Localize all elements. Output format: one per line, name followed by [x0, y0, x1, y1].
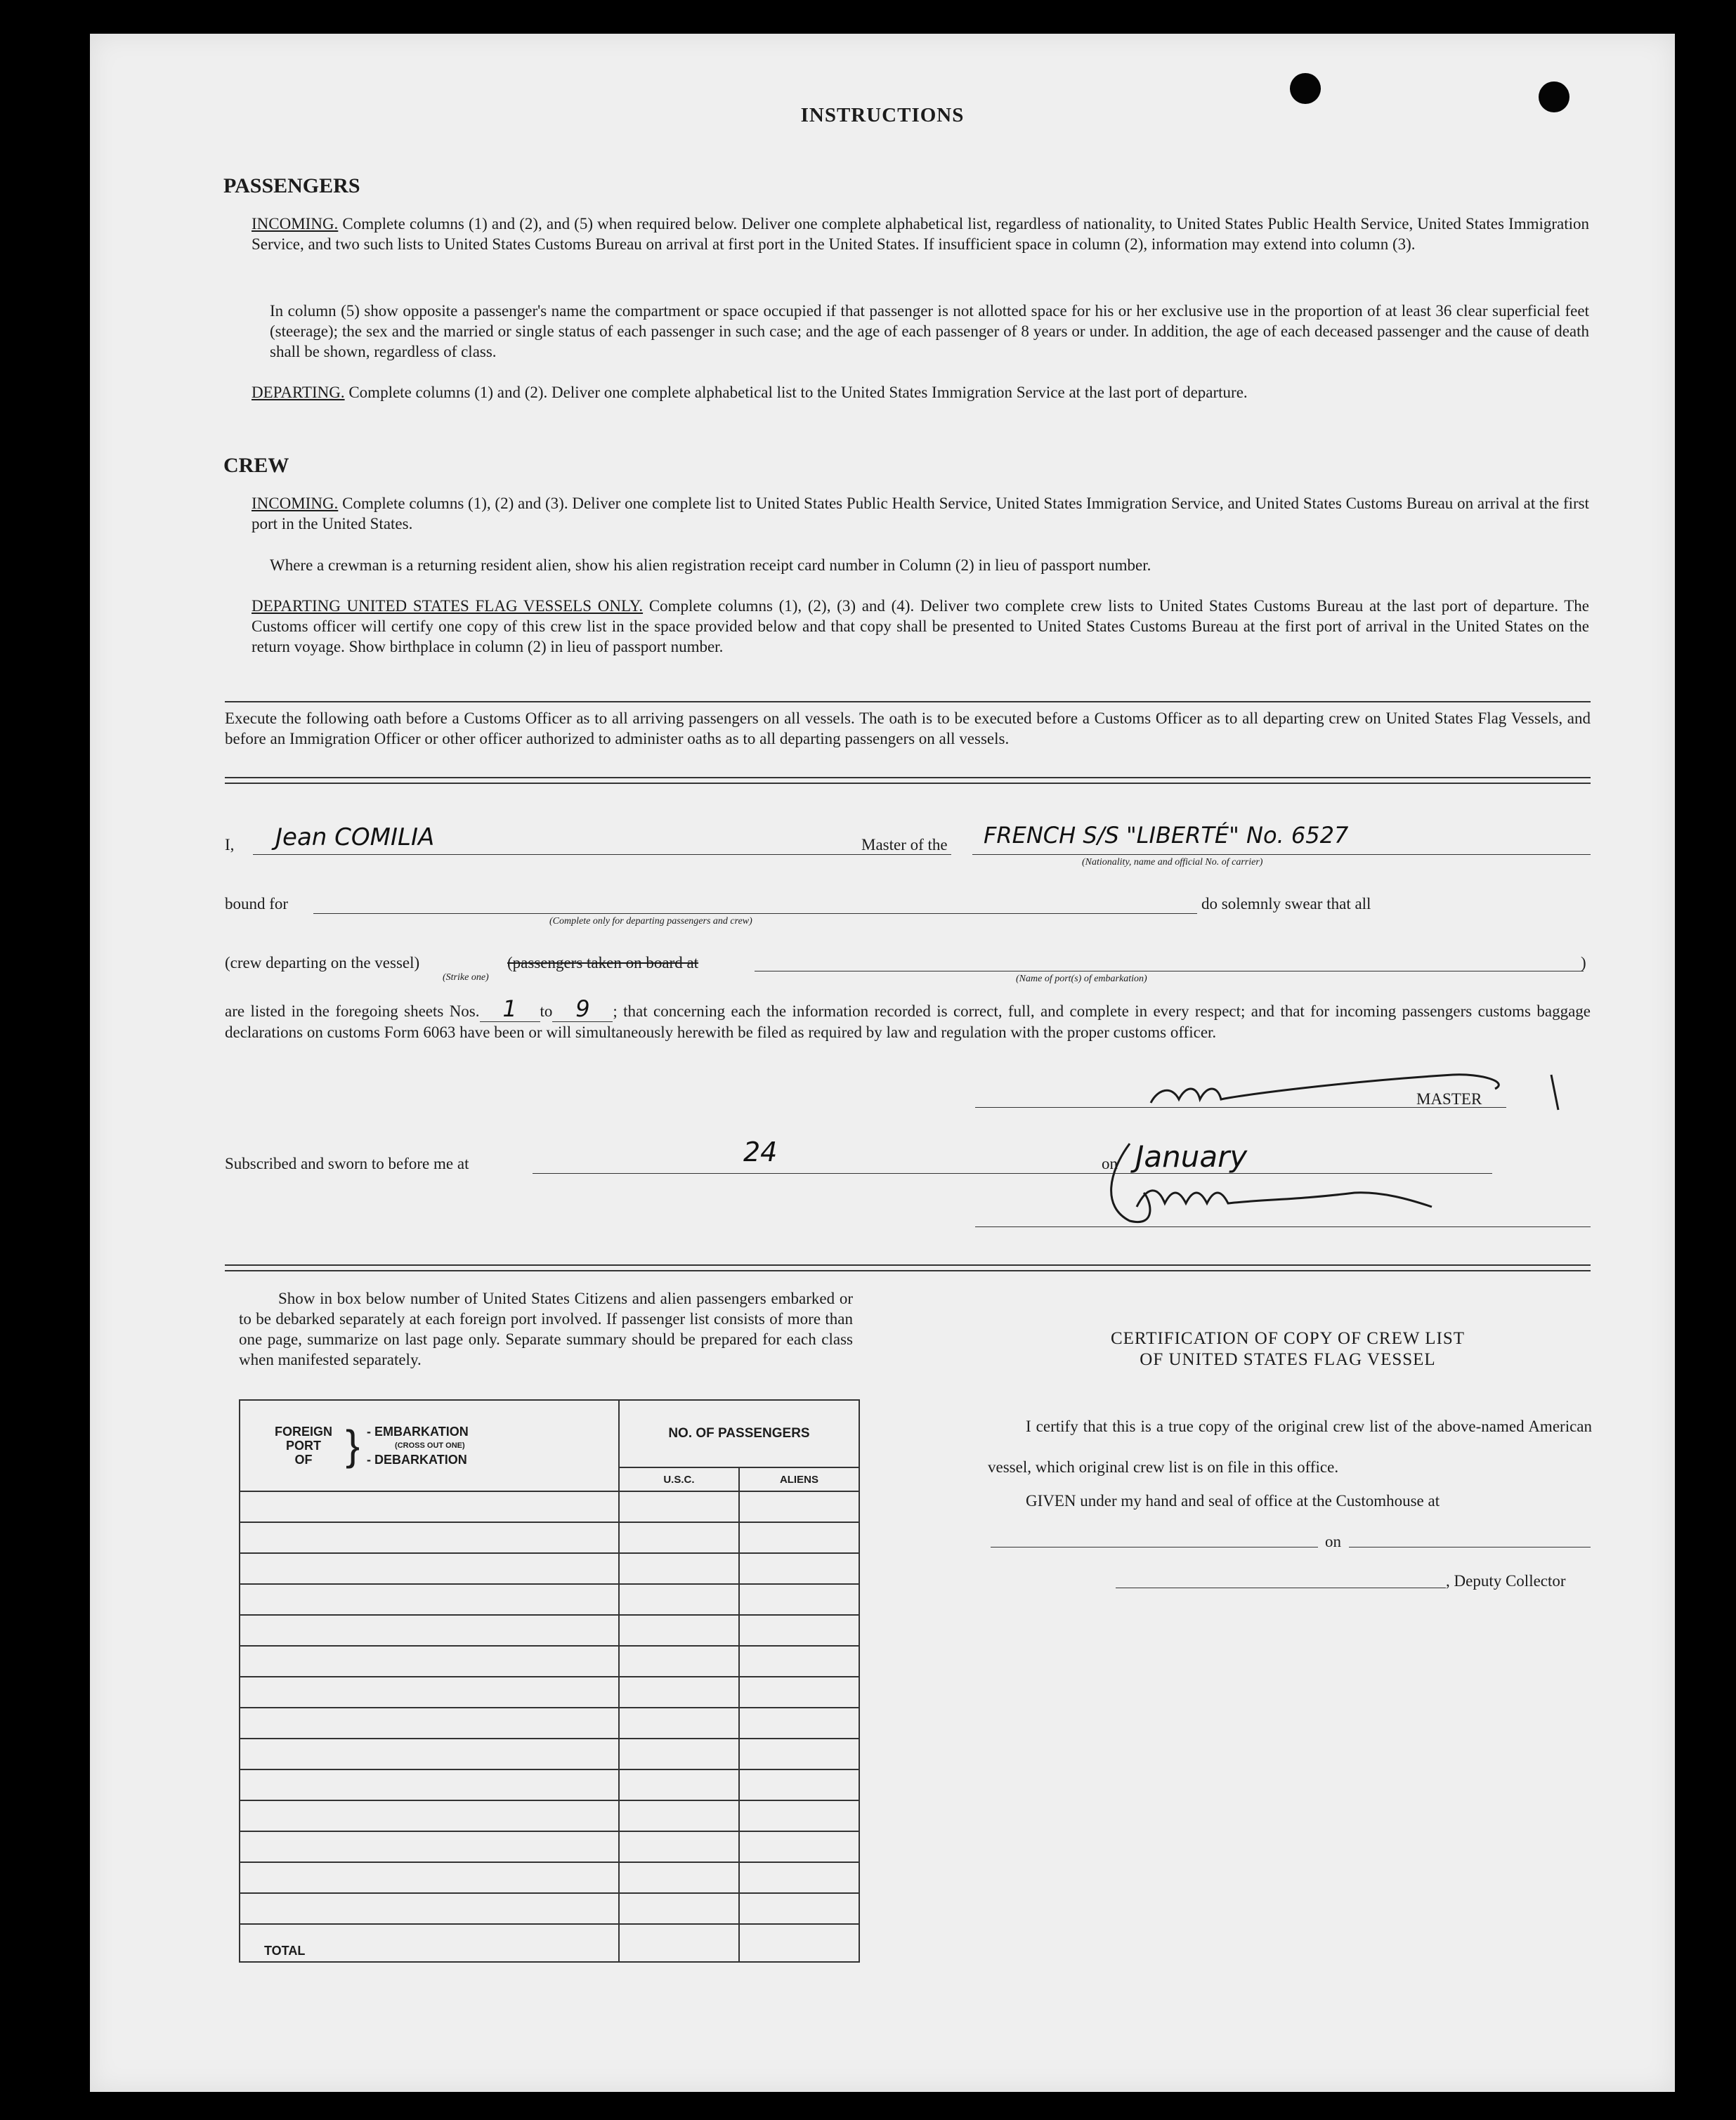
double-rule-bottom	[225, 783, 1591, 784]
port-cell[interactable]	[240, 1831, 619, 1862]
usc-cell[interactable]	[619, 1677, 739, 1708]
aliens-cell[interactable]	[739, 1800, 859, 1831]
total-aliens-cell[interactable]	[739, 1924, 859, 1962]
passengers-column5-paragraph: In column (5) show opposite a passenger's name the compartment or space occupied if that passenger is not allotted space for his or her exclusive use in the proportion of at least 36 clear superficial feet (steerage); the sex and the married or single status of each passenger in such case; and the age of each passenger of 8 years or under. In addition, the age of each deceased passenger and the cause of death shall be shown, regardless of class.	[270, 302, 1589, 360]
port-header-line2: PORT	[285, 1439, 321, 1453]
port-cell[interactable]	[240, 1522, 619, 1553]
concerning-text: ; that concerning each the information recorded is correct, full, and complete in every respect; and that for incoming passengers customs baggage declarations on customs Form 6063 have been or will simultaneously herewith be filed as required by law and regulation with the proper customs officer.	[225, 1002, 1591, 1041]
port-cell[interactable]	[240, 1646, 619, 1677]
divider-rule	[225, 701, 1591, 702]
master-signature	[1130, 1054, 1593, 1117]
aliens-cell[interactable]	[739, 1522, 859, 1553]
aliens-cell[interactable]	[739, 1615, 859, 1646]
double-rule-2-top	[225, 1264, 1591, 1266]
total-row	[240, 1924, 859, 1962]
carrier-line	[972, 854, 1591, 855]
double-rule-top	[225, 777, 1591, 778]
passengers-incoming-text: Complete columns (1) and (2), and (5) when required below. Deliver one complete alphabetical list, regardless of nationality, to United States Public Health Service, United States Immigration Service, and two such lists to United States Customs Bureau on arrival at first port in the United States. If insufficient space in column (2), information may extend into column (3).	[252, 215, 1590, 253]
certification-title-line2: OF UNITED STATES FLAG VESSEL	[1140, 1350, 1436, 1369]
total-label: TOTAL	[264, 1944, 306, 1958]
oath-listed-paragraph	[225, 995, 1591, 1042]
table-row	[240, 1708, 859, 1739]
port-header-line3: OF	[294, 1453, 313, 1467]
certification-on-label: on	[1325, 1533, 1341, 1550]
master-label: MASTER	[1416, 1090, 1482, 1108]
aliens-cell[interactable]	[739, 1584, 859, 1615]
port-column-header	[240, 1400, 619, 1491]
sheet-from-field	[480, 995, 540, 1022]
certification-title-line1: CERTIFICATION OF COPY OF CREW LIST	[1110, 1329, 1466, 1348]
port-cell[interactable]	[240, 1584, 619, 1615]
total-label-cell	[240, 1924, 619, 1962]
usc-cell[interactable]	[619, 1769, 739, 1800]
usc-cell[interactable]	[619, 1862, 739, 1893]
port-cell[interactable]	[240, 1862, 619, 1893]
total-usc-cell[interactable]	[619, 1924, 739, 1962]
strike-caption: (Strike one)	[443, 972, 489, 983]
sheet-to-handwritten: 9	[575, 995, 590, 1022]
passengers-incoming-lead: INCOMING.	[252, 215, 339, 233]
port-header-options	[367, 1425, 469, 1467]
aliens-cell[interactable]	[739, 1491, 859, 1522]
port-cell[interactable]	[240, 1739, 619, 1769]
bound-for-label: bound for	[225, 895, 289, 912]
ports-close-paren: )	[1581, 954, 1586, 971]
usc-cell[interactable]	[619, 1584, 739, 1615]
crew-incoming-lead: INCOMING.	[252, 495, 339, 512]
usc-column-header: U.S.C.	[619, 1467, 739, 1491]
port-header-label	[268, 1425, 339, 1467]
cross-out-note: (CROSS OUT ONE)	[395, 1441, 465, 1450]
crew-departing-label: (crew departing on the vessel)	[225, 954, 420, 971]
sworn-day-handwritten: 24	[743, 1137, 778, 1167]
aliens-cell[interactable]	[739, 1677, 859, 1708]
master-name-handwritten: Jean COMILIA	[275, 823, 435, 851]
port-cell[interactable]	[240, 1893, 619, 1924]
carrier-handwritten: FRENCH S/S "LIBERTÉ" No. 6527	[984, 822, 1349, 849]
crew-departing-paragraph	[252, 596, 1589, 657]
table-row	[240, 1646, 859, 1677]
usc-cell[interactable]	[619, 1646, 739, 1677]
oath-i-label: I,	[225, 836, 235, 853]
swear-label: do solemnly swear that all	[1201, 895, 1371, 912]
debarkation-option: - DEBARKATION	[367, 1453, 467, 1467]
table-row	[240, 1615, 859, 1646]
port-cell[interactable]	[240, 1769, 619, 1800]
aliens-cell[interactable]	[739, 1553, 859, 1584]
aliens-cell[interactable]	[739, 1708, 859, 1739]
ports-caption: (Name of port(s) of embarkation)	[1016, 974, 1147, 984]
embarkation-option: - EMBARKATION	[367, 1425, 469, 1439]
port-cell[interactable]	[240, 1677, 619, 1708]
usc-cell[interactable]	[619, 1893, 739, 1924]
aliens-cell[interactable]	[739, 1862, 859, 1893]
sheet-from-handwritten: 1	[502, 995, 517, 1022]
passengers-departing-lead: DEPARTING.	[252, 384, 345, 401]
master-name-line	[253, 854, 951, 855]
port-cell[interactable]	[240, 1708, 619, 1739]
crew-incoming-paragraph	[252, 493, 1589, 534]
deputy-collector-label: , Deputy Collector	[1446, 1572, 1566, 1590]
table-row	[240, 1584, 859, 1615]
table-row	[240, 1862, 859, 1893]
usc-cell[interactable]	[619, 1739, 739, 1769]
usc-cell[interactable]	[619, 1800, 739, 1831]
crew-resident-paragraph: Where a crewman is a returning resident alien, show his alien registration receipt card number in Column (2) in lieu of passport number.	[270, 556, 1151, 574]
table-row	[240, 1522, 859, 1553]
master-of-label: Master of the	[861, 836, 948, 853]
port-cell[interactable]	[240, 1615, 619, 1646]
aliens-cell[interactable]	[739, 1646, 859, 1677]
table-row	[240, 1893, 859, 1924]
table-header-row	[240, 1400, 859, 1467]
carrier-caption: (Nationality, name and official No. of carrier)	[1082, 857, 1263, 868]
form-page	[90, 34, 1675, 2092]
passengers-departing-paragraph	[252, 382, 1589, 403]
oath-instructions-paragraph: Execute the following oath before a Customs Officer as to all arriving passengers on all vessels. The oath is to be executed before a Customs Officer as to all departing crew on United States Flag Vessels, and before an Immigration Officer or other officer authorized to administer oaths as to all departing passengers on all vessels.	[225, 709, 1591, 747]
sworn-on-label: on	[1102, 1155, 1118, 1172]
bound-for-line	[313, 913, 1197, 914]
table-row	[240, 1769, 859, 1800]
usc-cell[interactable]	[619, 1553, 739, 1584]
port-header-brace: }	[346, 1422, 360, 1469]
usc-cell[interactable]	[619, 1831, 739, 1862]
binder-hole-left	[1290, 73, 1321, 104]
to-label: to	[540, 1002, 553, 1020]
bound-for-caption: (Complete only for departing passengers and crew)	[549, 916, 752, 927]
sheet-to-field	[552, 995, 613, 1022]
officer-signature	[1088, 1130, 1544, 1228]
passengers-column-header: NO. OF PASSENGERS	[619, 1400, 859, 1467]
table-row	[240, 1677, 859, 1708]
aliens-column-header: ALIENS	[739, 1467, 859, 1491]
subscribed-label: Subscribed and sworn to before me at	[225, 1155, 469, 1172]
crew-incoming-text: Complete columns (1), (2) and (3). Deliver one complete list to United States Public Health Service, United States Immigration Service, and United States Customs Bureau on arrival at the first port in the United States.	[252, 495, 1589, 532]
usc-cell[interactable]	[619, 1708, 739, 1739]
aliens-cell[interactable]	[739, 1739, 859, 1769]
port-cell[interactable]	[240, 1800, 619, 1831]
summary-instructions: Show in box below number of United States Citizens and alien passengers embarked or to be debarked separately at each foreign port involved. If passenger list consists of more than one page, summarize on last page only. Separate summary should be prepared for each class when manifested separately.	[239, 1290, 853, 1368]
aliens-cell[interactable]	[739, 1769, 859, 1800]
port-cell[interactable]	[240, 1491, 619, 1522]
sworn-month-handwritten: January	[1135, 1139, 1248, 1174]
table-row	[240, 1491, 859, 1522]
table-row	[240, 1831, 859, 1862]
table-row	[240, 1553, 859, 1584]
certify-text: I certify that this is a true copy of the original crew list of the above-named American vessel, which original crew list is on file in this office.	[988, 1418, 1592, 1476]
listed-label: are listed in the foregoing sheets Nos.	[225, 1002, 480, 1020]
passengers-heading: PASSENGERS	[223, 174, 360, 197]
usc-cell[interactable]	[619, 1615, 739, 1646]
usc-cell[interactable]	[619, 1522, 739, 1553]
table-row	[240, 1739, 859, 1769]
table-row	[240, 1800, 859, 1831]
passengers-struck-text: (passengers taken on board at	[507, 954, 699, 971]
passenger-summary-table	[239, 1399, 860, 1963]
crew-departing-lead: DEPARTING UNITED STATES FLAG VESSELS ONLY.	[252, 597, 644, 615]
port-header-line1: FOREIGN	[274, 1425, 332, 1439]
usc-cell[interactable]	[619, 1491, 739, 1522]
passengers-departing-text: Complete columns (1) and (2). Deliver one complete alphabetical list to the United States Immigration Service at the last port of departure.	[348, 384, 1248, 401]
crew-departing-text: Complete columns (1), (2), (3) and (4). Deliver two complete crew lists to United States Customs Bureau at the last port of departure. The Customs officer will certify one copy of this crew list in the space provided below and that copy shall be presented to United States Customs Bureau at the first port of arrival in the United States on the return voyage. Show birthplace in column (2) in lieu of passport number.	[252, 597, 1590, 655]
crew-heading: CREW	[223, 454, 289, 477]
aliens-cell[interactable]	[739, 1831, 859, 1862]
passengers-incoming-paragraph	[252, 214, 1589, 254]
port-cell[interactable]	[240, 1553, 619, 1584]
given-text: GIVEN under my hand and seal of office at the Customhouse at	[1026, 1492, 1440, 1510]
port-header-content	[240, 1422, 618, 1469]
page-title: INSTRUCTIONS	[800, 104, 965, 126]
aliens-cell[interactable]	[739, 1893, 859, 1924]
double-rule-2-bottom	[225, 1270, 1591, 1271]
customhouse-line	[991, 1547, 1318, 1548]
certification-date-line	[1349, 1547, 1591, 1548]
